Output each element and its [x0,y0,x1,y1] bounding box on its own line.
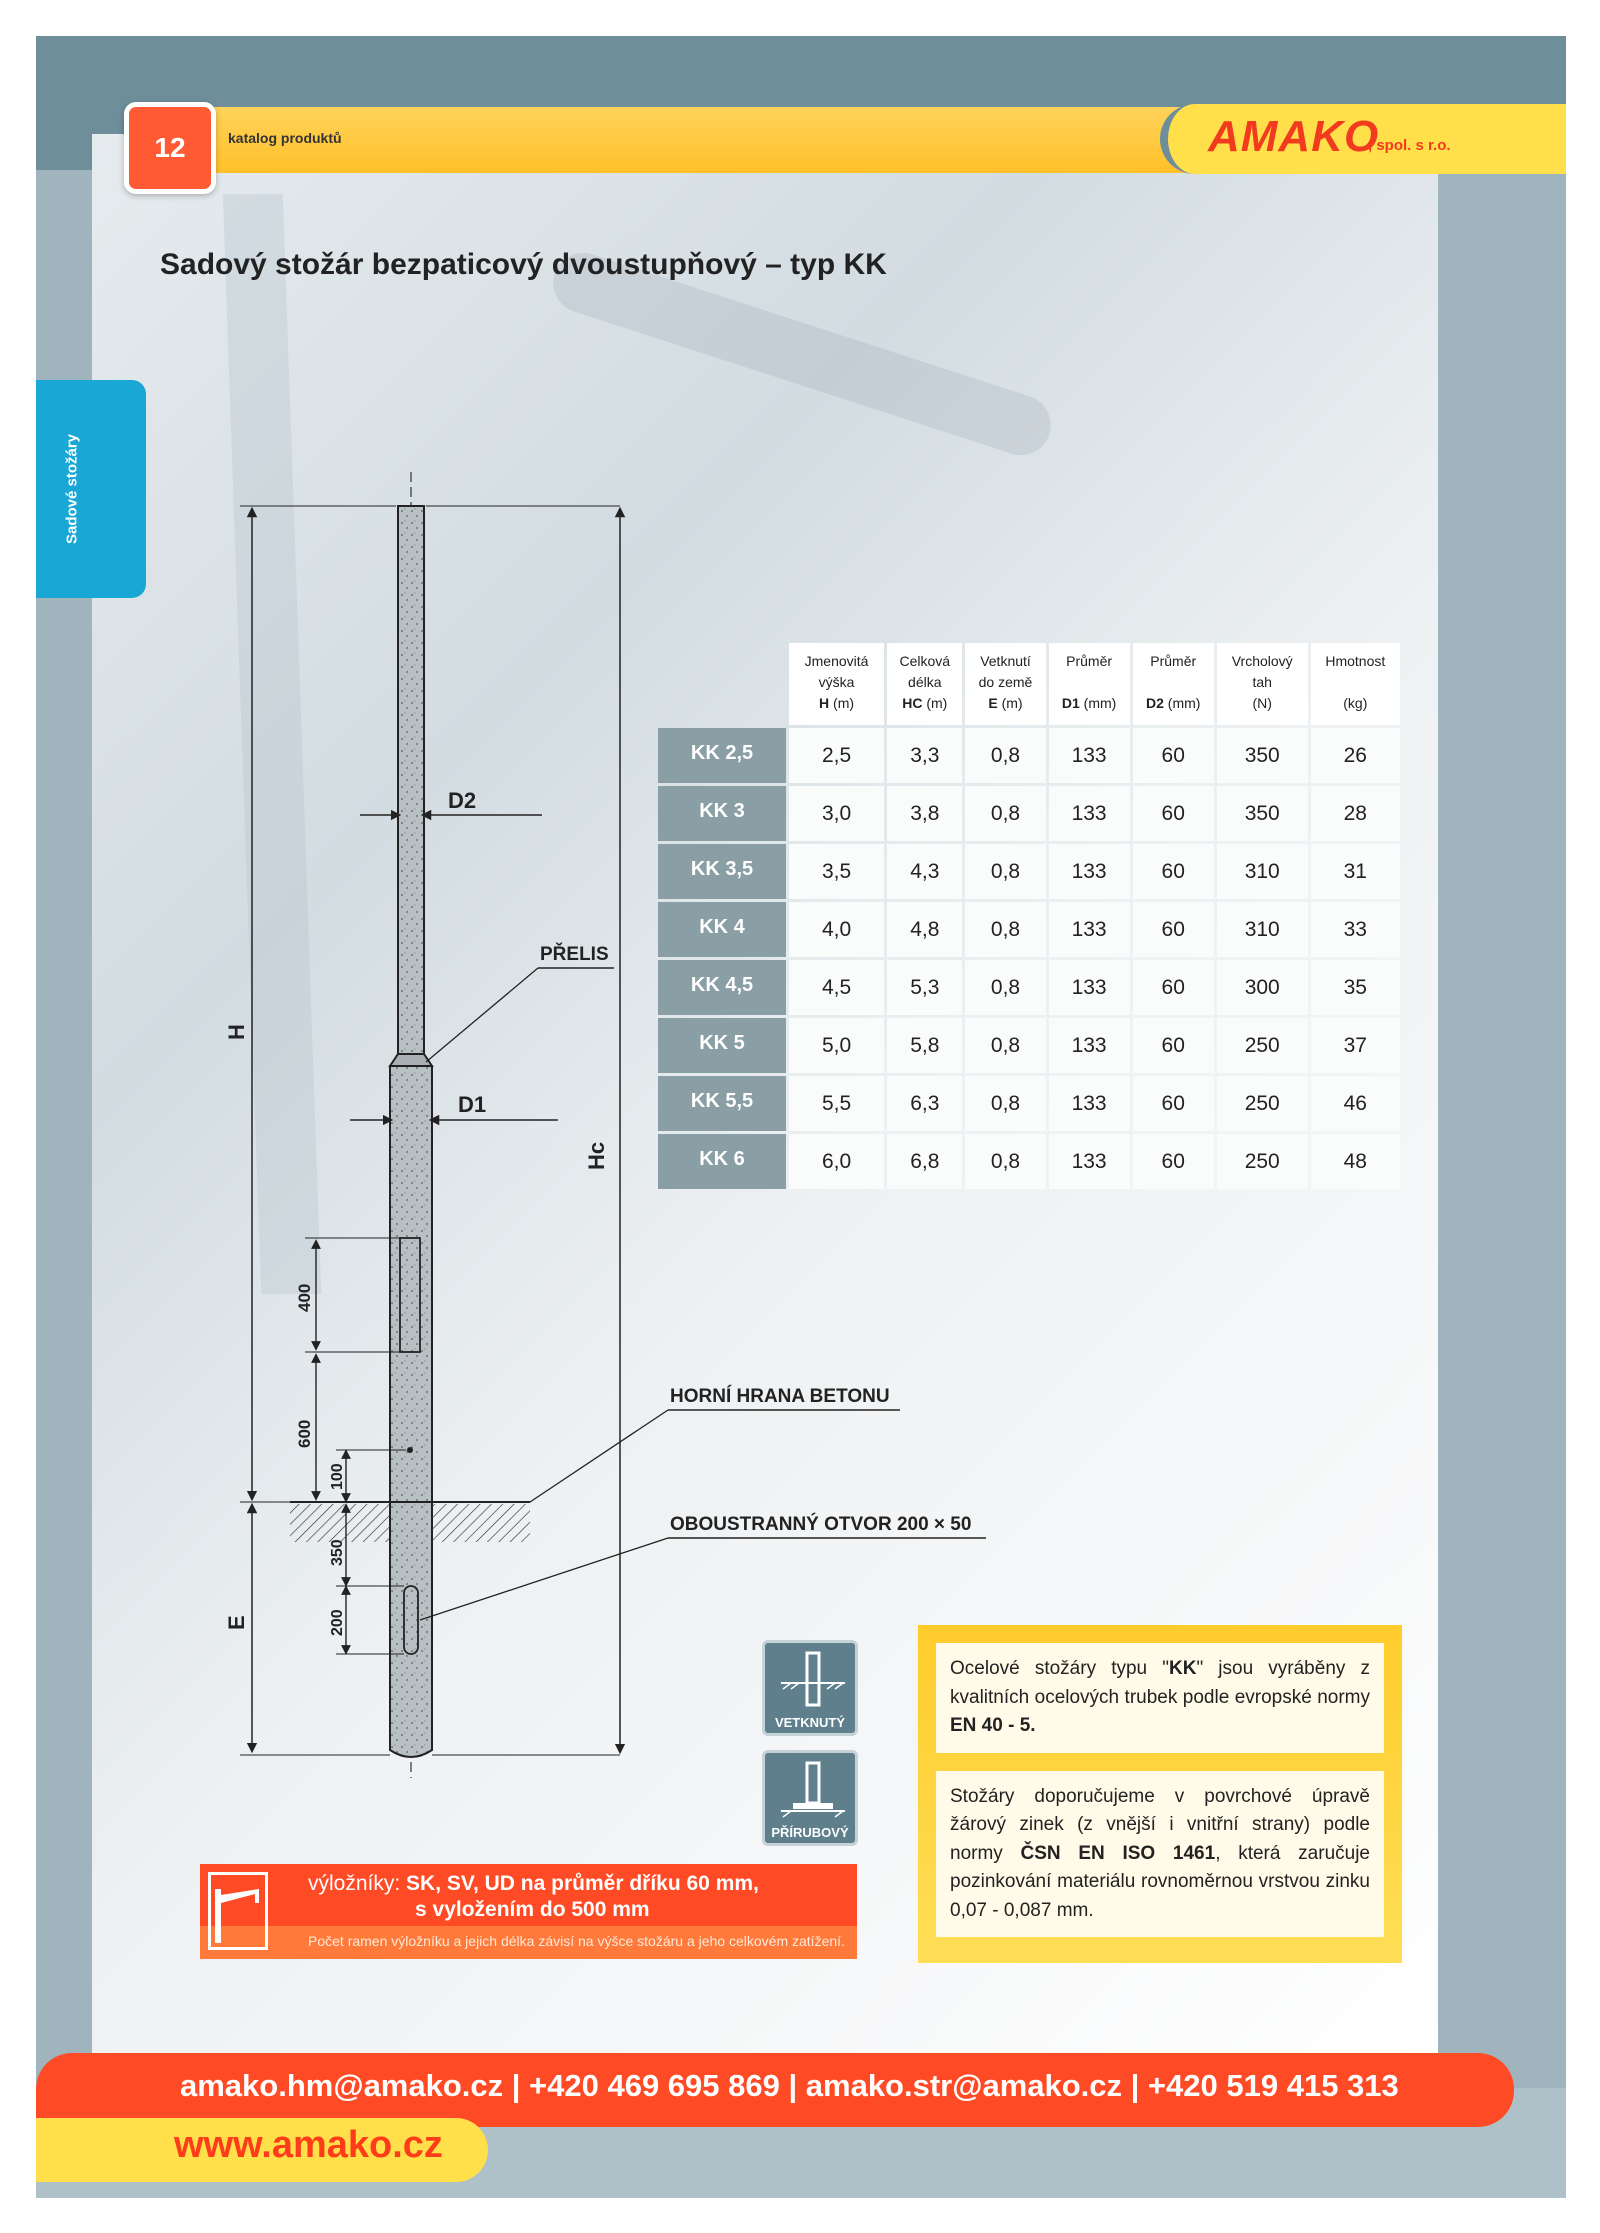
model-cell: KK 4,5 [658,960,786,1015]
col-header-weight-unit: (kg) [1343,695,1368,711]
flanged-mount-icon [762,1750,858,1846]
col-header-embedding-unit: (m) [997,695,1023,711]
dim-350-label: 350 [329,1539,346,1566]
table-row [658,960,1400,1015]
h-label: H [224,1024,249,1040]
prelis-leader [426,968,538,1062]
bracket-prefix: výložníky: [308,1872,407,1895]
concrete-edge-callout: HORNÍ HRANA BETONU [670,1386,890,1407]
ground-hatch-right [432,1504,530,1542]
cell-d2: 60 [1133,1076,1214,1131]
cell-top-load: 350 [1217,786,1308,841]
table-row [658,902,1400,957]
col-header-d2-symbol: D2 [1146,695,1164,711]
opening-leader [420,1538,668,1620]
bracket-reach-line: s vyložením do 500 mm [415,1898,650,1921]
col-header-top-load [1217,643,1308,725]
dim-600-label: 600 [295,1419,314,1448]
cell-height: 3,5 [789,844,884,899]
cell-top-load: 250 [1217,1076,1308,1131]
col-header-top-load-line1: Vrcholový [1231,653,1293,669]
hc-label: Hc [584,1141,609,1170]
table-row [658,1076,1400,1131]
section-tab [36,380,146,598]
cell-embedding: 0,8 [965,1018,1045,1073]
col-header-length-unit: (m) [922,695,948,711]
col-header-height-line1: Jmenovitá [804,653,869,669]
info-p1-type: KK [1168,1658,1197,1679]
embedded-mount-graphic [775,1649,851,1713]
cell-total-length: 5,3 [887,960,962,1015]
model-cell: KK 6 [658,1134,786,1189]
embedded-mount-label: VETKNUTÝ [774,1715,846,1730]
col-header-d2-unit: (mm) [1163,695,1201,711]
concrete-leader [530,1410,668,1502]
info-p2-norm: ČSN EN ISO 1461 [1020,1842,1216,1864]
pole-collar [390,1054,432,1066]
info-paragraph-1 [936,1643,1384,1753]
cell-total-length: 4,3 [887,844,962,899]
cell-d1: 133 [1049,1076,1130,1131]
info-box [918,1625,1402,1963]
cell-embedding: 0,8 [965,1134,1045,1189]
cell-height: 4,5 [789,960,884,1015]
flanged-mount-graphic [775,1759,851,1823]
opening-callout: OBOUSTRANNÝ OTVOR 200 × 50 [670,1514,972,1535]
prelis-callout: PŘELIS [540,944,609,965]
table-header-row [658,643,1400,725]
info-p1-norm: EN 40 - 5. [950,1715,1036,1736]
cell-height: 5,0 [789,1018,884,1073]
cell-d1: 133 [1049,728,1130,783]
brand-logo: AMAKO [1208,112,1380,161]
col-header-height-symbol: H [819,695,830,711]
dim-100-label: 100 [329,1463,346,1490]
d1-label: D1 [458,1092,487,1117]
dim-200-label: 200 [329,1609,346,1636]
brand-suffix: , spol. s r.o. [1368,137,1451,154]
cell-d2: 60 [1133,844,1214,899]
d2-label: D2 [448,788,477,813]
bracket-note: Počet ramen výložníku a jejich délka závisí na výšce stožáru a jeho celkovém zatížení. [308,1933,845,1949]
model-cell: KK 3 [658,786,786,841]
col-header-d1 [1049,643,1130,725]
section-tab-label: Sadové stožáry [63,433,81,545]
col-header-embedding-line1: Vetknutí [980,653,1031,669]
ground-hatch-left [290,1504,390,1542]
info-p2-text-c: , která zaručuje pozinkování materiálu rovnoměrnou vrstvou zinku 0,07 - 0,087 mm. [950,1842,1370,1921]
info-p2-text-a: Stožáry doporučujeme v povrchové úpravě žárový zinek (z vnější i vnitřní strany) podle normy [950,1785,1370,1864]
cell-total-length: 4,8 [887,902,962,957]
col-header-top-load-line2: tah [1252,674,1272,690]
model-cell: KK 4 [658,902,786,957]
cell-height: 2,5 [789,728,884,783]
cell-d2: 60 [1133,1134,1214,1189]
cell-total-length: 6,8 [887,1134,962,1189]
col-header-d2-spacer [1133,672,1214,693]
footer-contacts: amako.hm@amako.cz | +420 469 695 869 | amako.str@amako.cz | +420 519 415 313 [180,2068,1399,2103]
cell-embedding: 0,8 [965,728,1045,783]
cell-weight: 28 [1311,786,1400,841]
col-header-weight-line1: Hmotnost [1325,653,1386,669]
bracket-graphic [211,1875,265,1947]
model-cell: KK 5,5 [658,1076,786,1131]
cell-total-length: 6,3 [887,1076,962,1131]
dim-400-label: 400 [295,1283,314,1312]
col-header-height [789,643,884,725]
cell-top-load: 250 [1217,1134,1308,1189]
cell-weight: 33 [1311,902,1400,957]
cell-top-load: 300 [1217,960,1308,1015]
cell-weight: 31 [1311,844,1400,899]
col-header-height-unit: (m) [829,695,855,711]
cell-weight: 37 [1311,1018,1400,1073]
col-header-length-line1: Celková [899,653,951,669]
col-header-embedding-symbol: E [988,695,998,711]
info-p1-text-c: " jsou vyráběny z kvalitních ocelových trubek podle evropské normy [950,1658,1371,1708]
table-row [658,1018,1400,1073]
embedded-mount-icon [762,1640,858,1736]
cell-embedding: 0,8 [965,786,1045,841]
cell-height: 5,5 [789,1076,884,1131]
cell-d1: 133 [1049,960,1130,1015]
col-header-length-symbol: HC [902,695,923,711]
cell-height: 3,0 [789,786,884,841]
col-header-embedding [965,643,1045,725]
cell-top-load: 310 [1217,844,1308,899]
cell-d1: 133 [1049,902,1130,957]
col-header-d1-unit: (mm) [1079,695,1117,711]
cell-weight: 26 [1311,728,1400,783]
info-paragraph-2 [936,1771,1384,1938]
cell-weight: 46 [1311,1076,1400,1131]
cell-embedding: 0,8 [965,960,1045,1015]
cell-d2: 60 [1133,960,1214,1015]
flanged-mount-label: PŘÍRUBOVÝ [771,1825,849,1840]
col-header-embedding-line2: do země [978,674,1033,690]
table-row [658,844,1400,899]
model-cell: KK 5 [658,1018,786,1073]
cell-total-length: 3,3 [887,728,962,783]
cell-d2: 60 [1133,902,1214,957]
table-row [658,728,1400,783]
cell-d1: 133 [1049,786,1130,841]
col-header-length [887,643,962,725]
col-header-height-line2: výška [818,674,855,690]
col-header-weight [1311,643,1400,725]
cell-height: 4,0 [789,902,884,957]
page-number: 12 [124,102,216,194]
cell-embedding: 0,8 [965,1076,1045,1131]
ground-screw [407,1447,413,1453]
cell-d2: 60 [1133,1018,1214,1073]
bracket-info-box [200,1864,857,1959]
cell-d1: 133 [1049,1134,1130,1189]
col-header-d1-spacer [1049,672,1130,693]
col-header-d2-line1: Průměr [1150,653,1197,669]
col-header-d2 [1133,643,1214,725]
col-header-top-load-unit: (N) [1252,695,1272,711]
cell-total-length: 5,8 [887,1018,962,1073]
cell-weight: 48 [1311,1134,1400,1189]
bracket-types: SK, SV, UD na průměr dříku 60 mm, [406,1872,759,1895]
cell-top-load: 250 [1217,1018,1308,1073]
catalog-label: katalog produktů [228,130,342,146]
website-link[interactable]: www.amako.cz [174,2124,443,2166]
col-header-d1-symbol: D1 [1061,695,1080,711]
table-corner [658,643,786,725]
cell-embedding: 0,8 [965,844,1045,899]
page-title: Sadový stožár bezpaticový dvoustupňový – typ KK [160,248,887,281]
col-header-weight-spacer [1311,672,1400,693]
cell-d1: 133 [1049,1018,1130,1073]
bracket-types-line [308,1872,759,1896]
table-row [658,1134,1400,1189]
cell-weight: 35 [1311,960,1400,1015]
model-cell: KK 3,5 [658,844,786,899]
pole-upper-section [398,506,424,1056]
col-header-length-line2: délka [908,674,942,690]
cell-d2: 60 [1133,728,1214,783]
bracket-icon [208,1872,268,1950]
cell-total-length: 3,8 [887,786,962,841]
table-row [658,786,1400,841]
cell-top-load: 310 [1217,902,1308,957]
model-cell: KK 2,5 [658,728,786,783]
cell-height: 6,0 [789,1134,884,1189]
e-label: E [224,1615,249,1630]
cell-top-load: 350 [1217,728,1308,783]
cell-d1: 133 [1049,844,1130,899]
table-body [658,728,1400,1189]
cell-embedding: 0,8 [965,902,1045,957]
info-p1-text-a: Ocelové stožáry typu " [950,1658,1169,1679]
cell-d2: 60 [1133,786,1214,841]
spec-table [655,640,1403,1192]
col-header-d1-line1: Průměr [1066,653,1113,669]
